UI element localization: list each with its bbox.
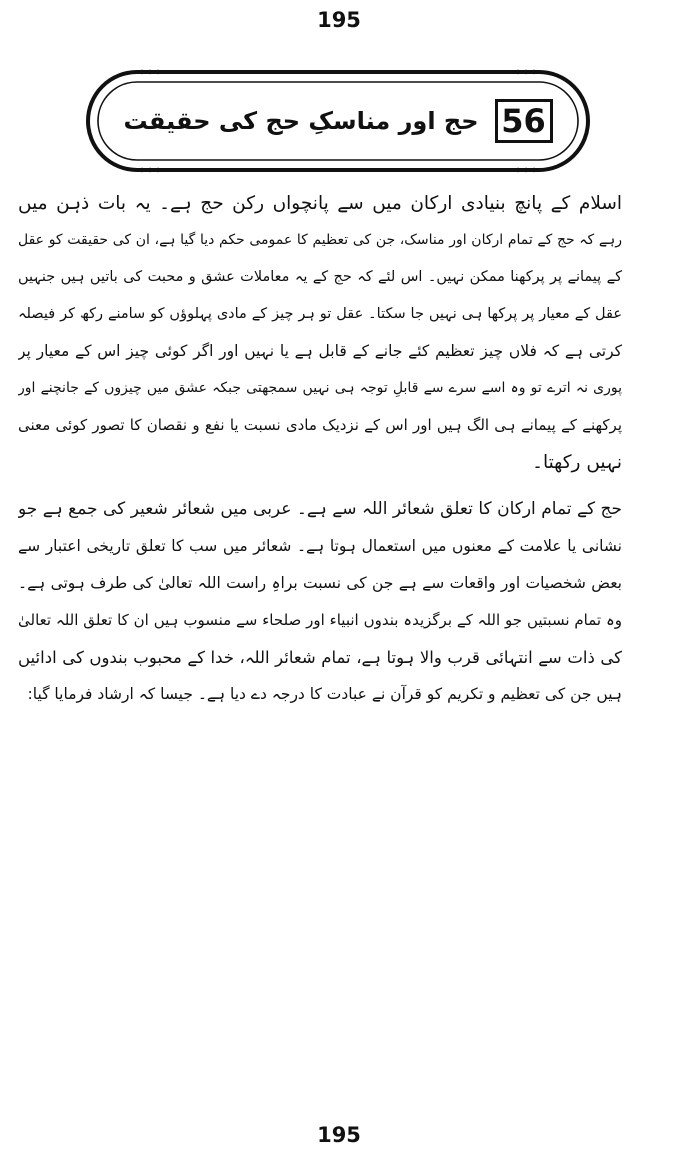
body-text bbox=[18, 185, 622, 723]
page-number-bottom: 195 bbox=[317, 1123, 361, 1147]
text-line: کرتی ہے کہ فلاں چیز تعظیم کئے جانے کے قابل ہے یا نہیں اور اگر کوئی چیز اس کے معیار پر bbox=[18, 342, 622, 360]
paragraph-1 bbox=[18, 185, 622, 481]
text-line: کے پیمانے پر پرکھنا ممکن نہیں۔ اس لئے کہ حج کے یہ معاملات عشق و محبت کی باتیں ہیں جنہیں bbox=[18, 269, 622, 285]
text-line: نہیں رکھتا۔ bbox=[532, 452, 622, 473]
chapter-heading-frame bbox=[82, 66, 594, 176]
text-line: کی ذات سے انتہائی قرب والا ہوتا ہے، تمام شعائر اللہ، خدا کے محبوب بندوں کی ادائیں bbox=[18, 648, 622, 667]
text-line: رہے کہ حج کے تمام ارکان اور مناسک، جن کی تعظیم کا عمومی حکم دیا گیا ہے، ان کی حقیقت کو عقل bbox=[18, 232, 622, 248]
text-line: حج کے تمام ارکان کا تعلق شعائر اللہ سے ہے۔ عربی میں شعائر شعیر کی جمع ہے جو bbox=[18, 499, 622, 519]
paragraph-2 bbox=[18, 491, 622, 713]
text-line: پوری نہ اترے تو وہ اسے سرے سے قابلِ توجہ ہی نہیں سمجھتی جبکہ عشق میں چیزوں کے جانچنے اور bbox=[18, 380, 622, 396]
text-line: وہ تمام نسبتیں جو اللہ کے برگزیدہ بندوں انبیاء اور صلحاء سے منسوب ہیں ان کا تعلق اللہ تعالیٰ bbox=[18, 611, 622, 629]
text-line: اسلام کے پانچ بنیادی ارکان میں سے پانچواں رکن حج ہے۔ یہ بات ذہن میں bbox=[18, 193, 622, 214]
text-line: نشانی یا علامت کے معنوں میں استعمال ہوتا ہے۔ شعائر میں سب کا تعلق تاریخی اعتبار سے bbox=[18, 537, 622, 555]
text-line: بعض شخصیات اور واقعات سے ہے جن کی نسبت براہِ راست اللہ تعالیٰ کی طرف ہوتی ہے۔ bbox=[18, 574, 622, 592]
text-line: پرکھنے کے پیمانے ہی الگ ہیں اور اس کے نزدیک مادی نسبت یا نفع و نقصان کا تصور کوئی معنی bbox=[18, 416, 622, 434]
text-line: ہیں جن کی تعظیم و تکریم کو قرآن نے عبادت کا درجہ دے دیا ہے۔ جیسا کہ ارشاد فرمایا گیا: bbox=[27, 685, 622, 703]
page-number-top: 195 bbox=[317, 8, 361, 32]
chapter-title: حج اور مناسکِ حج کی حقیقت bbox=[123, 107, 479, 135]
text-line: عقل کے معیار پر پرکھا ہی نہیں جا سکتا۔ عقل تو ہر چیز کے مادی پہلوؤں کو سامنے رکھ کر فیصلہ bbox=[18, 306, 622, 322]
chapter-number-box: 56 bbox=[495, 99, 553, 143]
